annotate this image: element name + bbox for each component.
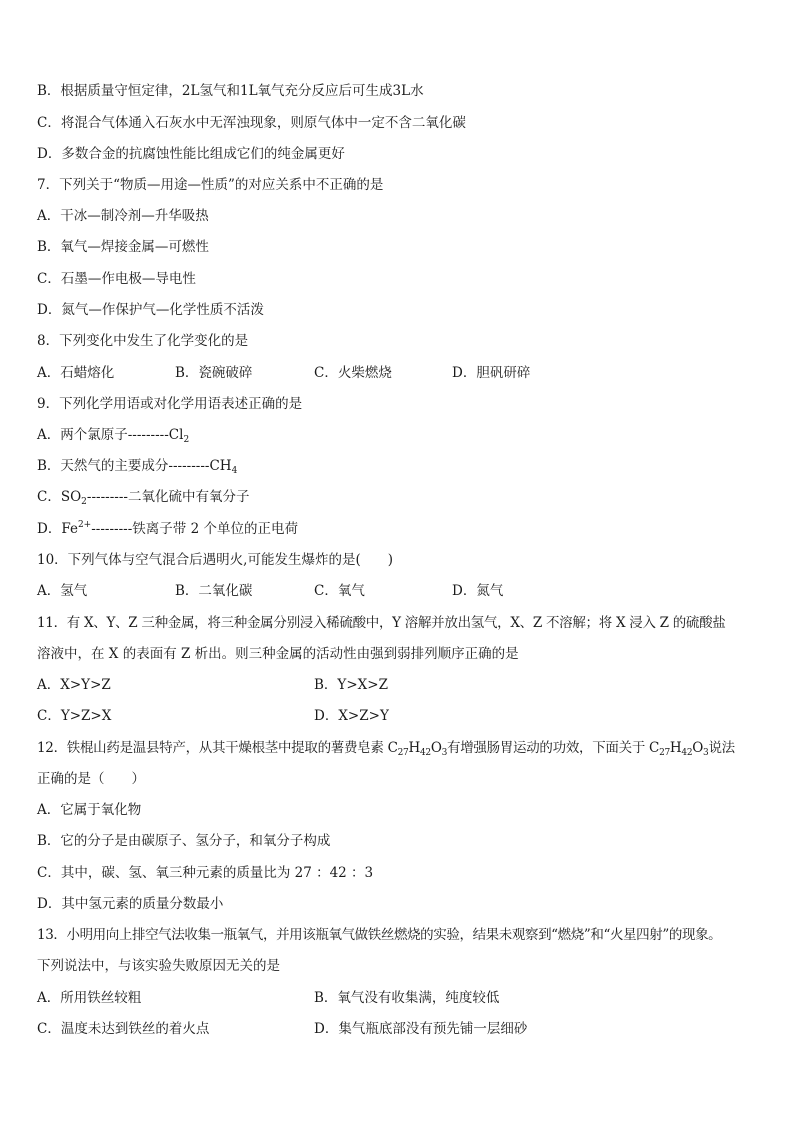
q10-option-b: B．二氧化碳 bbox=[175, 583, 253, 599]
q9-option-a bbox=[37, 426, 189, 444]
q12-o2: O bbox=[692, 740, 704, 756]
q9c-formula: C．SO bbox=[37, 489, 82, 505]
q9d-superscript: 2+ bbox=[77, 520, 92, 530]
q9d-formula: D．Fe bbox=[37, 521, 78, 537]
q10-option-a: A．氢气 bbox=[37, 583, 88, 599]
q9-option-b bbox=[37, 457, 237, 475]
q12-option-d: D．其中氢元素的质量分数最小 bbox=[37, 896, 224, 912]
q10-option-c: C．氧气 bbox=[314, 583, 365, 599]
q12-sub-h: 42 bbox=[419, 748, 431, 758]
q9-option-c bbox=[37, 488, 249, 506]
q8-stem: 8．下列变化中发生了化学变化的是 bbox=[37, 333, 249, 349]
q6-option-d: D．多数合金的抗腐蚀性能比组成它们的纯金属更好 bbox=[37, 146, 345, 162]
q8-option-a: A．石蜡熔化 bbox=[37, 365, 115, 381]
q9c-text: ---------二氧化硫中有氧分子 bbox=[86, 489, 250, 505]
q12-sub-o2: 3 bbox=[703, 748, 709, 758]
q12-sub-h2: 42 bbox=[681, 748, 693, 758]
q7-option-a: A．干冰—制冷剂—升华吸热 bbox=[37, 208, 209, 224]
q12-h2: H bbox=[669, 740, 682, 756]
q6-option-b: B．根据质量守恒定律，2L氢气和1L氧气充分反应后可生成3L水 bbox=[37, 83, 424, 99]
q9b-subscript: 4 bbox=[231, 466, 238, 476]
q13-option-b: B．氧气没有收集满，纯度较低 bbox=[314, 990, 500, 1006]
q8-option-c: C．火柴燃烧 bbox=[314, 365, 392, 381]
q12-option-b: B．它的分子是由碳原子、氢分子，和氧分子构成 bbox=[37, 833, 331, 849]
q11-option-c: C．Y>Z>X bbox=[37, 708, 112, 724]
q10-stem: 10．下列气体与空气混合后遇明火,可能发生爆炸的是( ) bbox=[37, 552, 394, 568]
q8-option-b: B．瓷碗破碎 bbox=[175, 365, 253, 381]
q7-stem: 7．下列关于“物质—用途—性质”的对应关系中不正确的是 bbox=[37, 177, 384, 193]
q11-option-a: A．X>Y>Z bbox=[37, 677, 111, 693]
q9-option-d bbox=[37, 520, 298, 538]
q12-stem-line2: 正确的是（ ） bbox=[37, 771, 145, 787]
q11-option-b: B．Y>X>Z bbox=[314, 677, 388, 693]
q9d-text: ---------铁离子带 2 个单位的正电荷 bbox=[91, 521, 298, 537]
q7-option-b: B．氧气—焊接金属—可燃性 bbox=[37, 239, 209, 255]
q11-stem-line1: 11．有 X、Y、Z 三种金属，将三种金属分别浸入稀硫酸中，Y 溶解并放出氢气，X、Z 不溶解；将 X 浸入 Z 的硫酸盐 bbox=[37, 615, 726, 631]
q12-option-a: A．它属于氧化物 bbox=[37, 802, 142, 818]
q12-text-b: 有增强肠胃运动的功效，下面关于 C bbox=[447, 740, 660, 756]
q12-sub-c2: 27 bbox=[659, 748, 670, 758]
q12-o: O bbox=[430, 740, 442, 756]
q9a-subscript: 2 bbox=[183, 435, 190, 445]
q13-option-d: D．集气瓶底部没有预先铺一层细砂 bbox=[314, 1021, 528, 1037]
q9b-text: B．天然气的主要成分---------CH bbox=[37, 458, 232, 474]
q12-text-a: 12．铁棍山药是温县特产，从其干燥根茎中提取的薯费皂素 C bbox=[37, 740, 398, 756]
q6-option-c: C．将混合气体通入石灰水中无浑浊现象，则原气体中一定不含二氧化碳 bbox=[37, 115, 466, 131]
q13-option-a: A．所用铁丝较粗 bbox=[37, 990, 142, 1006]
q7-option-c: C．石墨—作电极—导电性 bbox=[37, 271, 196, 287]
q9-stem: 9．下列化学用语或对化学用语表述正确的是 bbox=[37, 396, 303, 412]
q13-stem-line1: 13．小明用向上排空气法收集一瓶氧气，并用该瓶氧气做铁丝燃烧的实验，结果未观察到“燃烧”和“火星四射”的现象。 bbox=[37, 927, 722, 943]
q13-stem-line2: 下列说法中，与该实验失败原因无关的是 bbox=[37, 958, 280, 974]
q12-sub-o: 3 bbox=[441, 748, 448, 758]
q9a-text: A．两个氯原子---------Cl bbox=[37, 427, 184, 443]
q9c-subscript: 2 bbox=[81, 497, 87, 507]
q12-h: H bbox=[408, 740, 420, 756]
q10-option-d: D．氮气 bbox=[452, 583, 504, 599]
q11-option-d: D．X>Z>Y bbox=[314, 708, 389, 724]
q12-text-c: 说法 bbox=[708, 740, 735, 756]
q12-option-c: C．其中，碳、氢、氧三种元素的质量比为 27 ：42 ：3 bbox=[37, 865, 374, 881]
q13-option-c: C．温度未达到铁丝的着火点 bbox=[37, 1021, 210, 1037]
q11-stem-line2: 溶液中，在 X 的表面有 Z 析出。则三种金属的活动性由强到弱排列顺序正确的是 bbox=[37, 646, 519, 662]
q7-option-d: D．氮气—作保护气—化学性质不活泼 bbox=[37, 302, 264, 318]
q8-option-d: D．胆矾研碎 bbox=[452, 365, 531, 381]
q12-stem-line1 bbox=[37, 739, 735, 757]
q12-sub-c: 27 bbox=[397, 748, 409, 758]
